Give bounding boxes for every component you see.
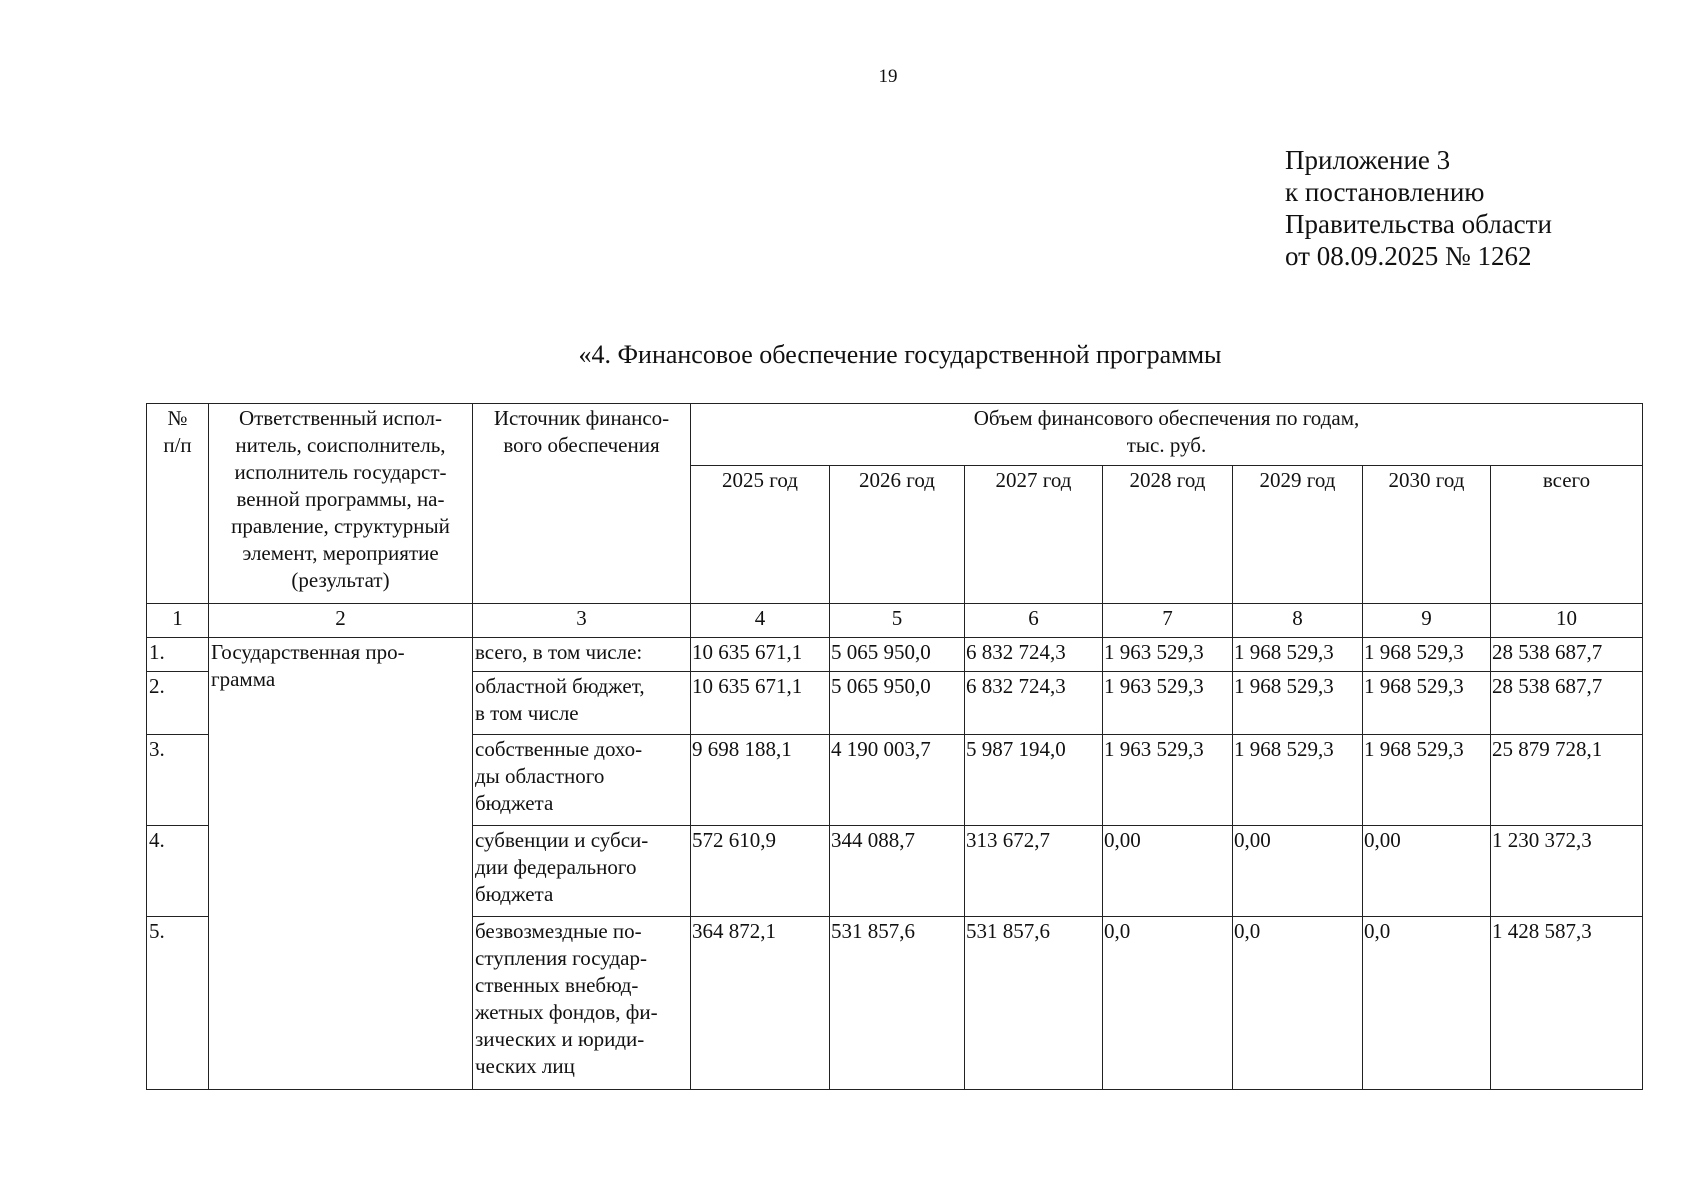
row-number: 4. (147, 826, 209, 917)
value-cell: 1 968 529,3 (1363, 735, 1491, 826)
column-number: 3 (473, 604, 691, 638)
source-cell: собственные дохо- ды областного бюджета (473, 735, 691, 826)
value-cell: 5 987 194,0 (965, 735, 1103, 826)
row-number: 5. (147, 917, 209, 1090)
row-number: 1. (147, 638, 209, 672)
table-row (147, 638, 1643, 672)
header-year: 2028 год (1103, 466, 1233, 604)
value-cell: 28 538 687,7 (1491, 638, 1643, 672)
value-cell: 0,0 (1233, 917, 1363, 1090)
value-cell: 1 968 529,3 (1233, 735, 1363, 826)
value-cell: 6 832 724,3 (965, 672, 1103, 735)
value-cell: 28 538 687,7 (1491, 672, 1643, 735)
column-number: 1 (147, 604, 209, 638)
appendix-line: к постановлению (1285, 177, 1485, 207)
value-cell: 1 963 529,3 (1103, 638, 1233, 672)
column-number: 10 (1491, 604, 1643, 638)
row-number: 2. (147, 672, 209, 735)
value-cell: 0,00 (1233, 826, 1363, 917)
value-cell: 0,00 (1363, 826, 1491, 917)
value-cell: 364 872,1 (691, 917, 830, 1090)
value-cell: 25 879 728,1 (1491, 735, 1643, 826)
header-no: № п/п (147, 404, 209, 604)
column-number: 5 (830, 604, 965, 638)
row-number: 3. (147, 735, 209, 826)
appendix-block (1285, 144, 1552, 272)
value-cell: 313 672,7 (965, 826, 1103, 917)
column-number: 4 (691, 604, 830, 638)
column-numbers-row (147, 604, 1643, 638)
value-cell: 5 065 950,0 (830, 672, 965, 735)
column-number: 2 (209, 604, 473, 638)
value-cell: 1 963 529,3 (1103, 735, 1233, 826)
appendix-line: Правительства области (1285, 209, 1552, 239)
value-cell: 531 857,6 (830, 917, 965, 1090)
header-year: 2027 год (965, 466, 1103, 604)
header-total: всего (1491, 466, 1643, 604)
value-cell: 1 963 529,3 (1103, 672, 1233, 735)
column-number: 6 (965, 604, 1103, 638)
header-year: 2026 год (830, 466, 965, 604)
value-cell: 9 698 188,1 (691, 735, 830, 826)
value-cell: 1 968 529,3 (1233, 638, 1363, 672)
source-cell: безвозмездные по- ступления государ- ственных внебюд- жетных фондов, фи- зических и юриди- ческих лиц (473, 917, 691, 1090)
appendix-line: от 08.09.2025 № 1262 (1285, 241, 1532, 271)
source-cell: областной бюджет, в том числе (473, 672, 691, 735)
value-cell: 1 968 529,3 (1363, 638, 1491, 672)
value-cell: 0,0 (1103, 917, 1233, 1090)
column-number: 7 (1103, 604, 1233, 638)
value-cell: 0,00 (1103, 826, 1233, 917)
header-volume: Объем финансового обеспечения по годам, тыс. руб. (691, 404, 1643, 466)
value-cell: 572 610,9 (691, 826, 830, 917)
value-cell: 1 428 587,3 (1491, 917, 1643, 1090)
source-cell: всего, в том числе: (473, 638, 691, 672)
header-year: 2025 год (691, 466, 830, 604)
page-number: 19 (878, 66, 898, 87)
column-number: 9 (1363, 604, 1491, 638)
appendix-line: Приложение 3 (1285, 145, 1451, 175)
source-cell: субвенции и субси- дии федерального бюджета (473, 826, 691, 917)
column-number: 8 (1233, 604, 1363, 638)
header-source: Источник финансо- вого обеспечения (473, 404, 691, 604)
value-cell: 1 968 529,3 (1233, 672, 1363, 735)
section-title: «4. Финансовое обеспечение государственной программы (578, 340, 1222, 369)
executor-cell: Государственная про- грамма (209, 638, 473, 1090)
financing-table (146, 403, 1643, 1090)
header-executor: Ответственный испол- нитель, соисполнитель, исполнитель государст- венной программы, на- правление, структурный элемент, мероприятие (результат) (209, 404, 473, 604)
header-year: 2030 год (1363, 466, 1491, 604)
value-cell: 4 190 003,7 (830, 735, 965, 826)
value-cell: 531 857,6 (965, 917, 1103, 1090)
value-cell: 1 230 372,3 (1491, 826, 1643, 917)
value-cell: 344 088,7 (830, 826, 965, 917)
value-cell: 0,0 (1363, 917, 1491, 1090)
value-cell: 10 635 671,1 (691, 638, 830, 672)
value-cell: 10 635 671,1 (691, 672, 830, 735)
value-cell: 1 968 529,3 (1363, 672, 1491, 735)
header-year: 2029 год (1233, 466, 1363, 604)
value-cell: 6 832 724,3 (965, 638, 1103, 672)
value-cell: 5 065 950,0 (830, 638, 965, 672)
